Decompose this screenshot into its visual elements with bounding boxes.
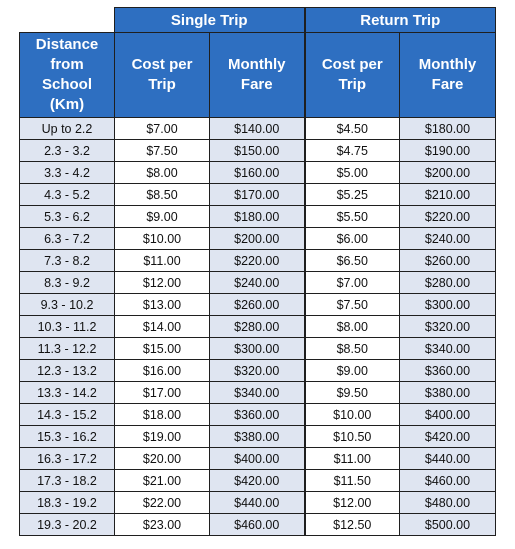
distance-cell: 2.3 - 3.2 <box>20 140 115 162</box>
return-cost-cell: $8.00 <box>305 316 400 338</box>
single-monthly-cell: $460.00 <box>210 514 305 536</box>
return-cost-cell: $12.00 <box>305 492 400 514</box>
return-cost-per-trip-header <box>305 33 400 118</box>
header-line: Monthly <box>228 56 286 73</box>
header-line: Fare <box>431 76 464 93</box>
return-cost-cell: $9.00 <box>305 360 400 382</box>
table-row <box>20 272 496 294</box>
return-monthly-cell: $380.00 <box>400 382 496 404</box>
header-line: Trip <box>148 76 176 93</box>
distance-cell: 4.3 - 5.2 <box>20 184 115 206</box>
return-cost-cell: $11.00 <box>305 448 400 470</box>
distance-cell: Up to 2.2 <box>20 118 115 140</box>
distance-cell: 19.3 - 20.2 <box>20 514 115 536</box>
distance-cell: 16.3 - 17.2 <box>20 448 115 470</box>
single-monthly-cell: $400.00 <box>210 448 305 470</box>
single-cost-cell: $9.00 <box>115 206 210 228</box>
fare-table <box>19 7 496 536</box>
distance-cell: 10.3 - 11.2 <box>20 316 115 338</box>
return-monthly-cell: $320.00 <box>400 316 496 338</box>
return-cost-cell: $7.00 <box>305 272 400 294</box>
single-cost-cell: $20.00 <box>115 448 210 470</box>
single-monthly-cell: $180.00 <box>210 206 305 228</box>
return-monthly-cell: $190.00 <box>400 140 496 162</box>
table-row <box>20 118 496 140</box>
single-monthly-cell: $360.00 <box>210 404 305 426</box>
single-monthly-cell: $320.00 <box>210 360 305 382</box>
single-monthly-cell: $220.00 <box>210 250 305 272</box>
single-cost-cell: $7.00 <box>115 118 210 140</box>
distance-header-line: from <box>50 56 84 73</box>
table-row <box>20 294 496 316</box>
distance-cell: 11.3 - 12.2 <box>20 338 115 360</box>
single-monthly-cell: $420.00 <box>210 470 305 492</box>
return-trip-header: Return Trip <box>305 8 496 33</box>
table-row <box>20 250 496 272</box>
return-cost-cell: $8.50 <box>305 338 400 360</box>
return-cost-cell: $7.50 <box>305 294 400 316</box>
distance-header-line: (Km) <box>49 96 85 113</box>
return-cost-cell: $4.75 <box>305 140 400 162</box>
single-monthly-cell: $280.00 <box>210 316 305 338</box>
single-monthly-cell: $380.00 <box>210 426 305 448</box>
return-monthly-cell: $260.00 <box>400 250 496 272</box>
return-monthly-cell: $210.00 <box>400 184 496 206</box>
return-cost-cell: $6.50 <box>305 250 400 272</box>
single-cost-cell: $14.00 <box>115 316 210 338</box>
return-cost-cell: $6.00 <box>305 228 400 250</box>
group-header-row <box>20 8 496 33</box>
return-cost-cell: $9.50 <box>305 382 400 404</box>
table-row <box>20 492 496 514</box>
single-monthly-cell: $200.00 <box>210 228 305 250</box>
distance-cell: 6.3 - 7.2 <box>20 228 115 250</box>
return-monthly-cell: $360.00 <box>400 360 496 382</box>
table-row <box>20 140 496 162</box>
return-cost-cell: $4.50 <box>305 118 400 140</box>
return-cost-cell: $12.50 <box>305 514 400 536</box>
distance-cell: 3.3 - 4.2 <box>20 162 115 184</box>
table-row <box>20 448 496 470</box>
table-row <box>20 338 496 360</box>
header-line: Cost per <box>321 56 383 73</box>
distance-cell: 5.3 - 6.2 <box>20 206 115 228</box>
single-monthly-cell: $340.00 <box>210 382 305 404</box>
table-row <box>20 162 496 184</box>
return-monthly-cell: $180.00 <box>400 118 496 140</box>
single-monthly-cell: $170.00 <box>210 184 305 206</box>
distance-cell: 18.3 - 19.2 <box>20 492 115 514</box>
return-monthly-fare-header <box>400 33 496 118</box>
return-monthly-cell: $340.00 <box>400 338 496 360</box>
distance-cell: 12.3 - 13.2 <box>20 360 115 382</box>
distance-header-line: Distance <box>35 36 99 53</box>
table-row <box>20 206 496 228</box>
table-row <box>20 360 496 382</box>
single-cost-cell: $8.50 <box>115 184 210 206</box>
return-cost-cell: $11.50 <box>305 470 400 492</box>
single-cost-cell: $8.00 <box>115 162 210 184</box>
single-monthly-cell: $240.00 <box>210 272 305 294</box>
table-row <box>20 316 496 338</box>
single-trip-header: Single Trip <box>115 8 305 33</box>
single-monthly-cell: $440.00 <box>210 492 305 514</box>
single-cost-cell: $13.00 <box>115 294 210 316</box>
single-cost-cell: $10.00 <box>115 228 210 250</box>
return-monthly-cell: $400.00 <box>400 404 496 426</box>
return-cost-cell: $5.50 <box>305 206 400 228</box>
distance-cell: 17.3 - 18.2 <box>20 470 115 492</box>
table-row <box>20 184 496 206</box>
single-cost-per-trip-header <box>115 33 210 118</box>
distance-header <box>20 33 115 118</box>
single-monthly-cell: $140.00 <box>210 118 305 140</box>
return-monthly-cell: $240.00 <box>400 228 496 250</box>
table-row <box>20 514 496 536</box>
return-cost-cell: $10.00 <box>305 404 400 426</box>
single-cost-cell: $17.00 <box>115 382 210 404</box>
single-cost-cell: $16.00 <box>115 360 210 382</box>
distance-header-line: School <box>41 76 92 93</box>
single-cost-cell: $11.00 <box>115 250 210 272</box>
column-header-row <box>20 33 496 118</box>
distance-cell: 9.3 - 10.2 <box>20 294 115 316</box>
single-monthly-cell: $160.00 <box>210 162 305 184</box>
single-cost-cell: $12.00 <box>115 272 210 294</box>
return-monthly-cell: $280.00 <box>400 272 496 294</box>
distance-cell: 8.3 - 9.2 <box>20 272 115 294</box>
single-monthly-cell: $150.00 <box>210 140 305 162</box>
distance-cell: 7.3 - 8.2 <box>20 250 115 272</box>
single-monthly-fare-header <box>210 33 305 118</box>
distance-cell: 14.3 - 15.2 <box>20 404 115 426</box>
header-line: Cost per <box>131 56 193 73</box>
single-cost-cell: $23.00 <box>115 514 210 536</box>
single-monthly-cell: $300.00 <box>210 338 305 360</box>
header-line: Trip <box>338 76 366 93</box>
return-monthly-cell: $220.00 <box>400 206 496 228</box>
single-monthly-cell: $260.00 <box>210 294 305 316</box>
single-cost-cell: $21.00 <box>115 470 210 492</box>
return-monthly-cell: $200.00 <box>400 162 496 184</box>
return-monthly-cell: $500.00 <box>400 514 496 536</box>
return-monthly-cell: $300.00 <box>400 294 496 316</box>
header-line: Monthly <box>418 56 477 73</box>
fare-rows <box>20 118 496 536</box>
single-cost-cell: $7.50 <box>115 140 210 162</box>
table-row <box>20 382 496 404</box>
table-row <box>20 404 496 426</box>
return-monthly-cell: $420.00 <box>400 426 496 448</box>
return-monthly-cell: $440.00 <box>400 448 496 470</box>
return-monthly-cell: $460.00 <box>400 470 496 492</box>
single-cost-cell: $18.00 <box>115 404 210 426</box>
table-row <box>20 426 496 448</box>
single-cost-cell: $22.00 <box>115 492 210 514</box>
header-line: Fare <box>240 76 273 93</box>
distance-cell: 13.3 - 14.2 <box>20 382 115 404</box>
distance-cell: 15.3 - 16.2 <box>20 426 115 448</box>
return-monthly-cell: $480.00 <box>400 492 496 514</box>
blank-corner <box>20 8 115 33</box>
return-cost-cell: $10.50 <box>305 426 400 448</box>
table-row <box>20 228 496 250</box>
table-row <box>20 470 496 492</box>
return-cost-cell: $5.25 <box>305 184 400 206</box>
single-cost-cell: $15.00 <box>115 338 210 360</box>
single-cost-cell: $19.00 <box>115 426 210 448</box>
return-cost-cell: $5.00 <box>305 162 400 184</box>
